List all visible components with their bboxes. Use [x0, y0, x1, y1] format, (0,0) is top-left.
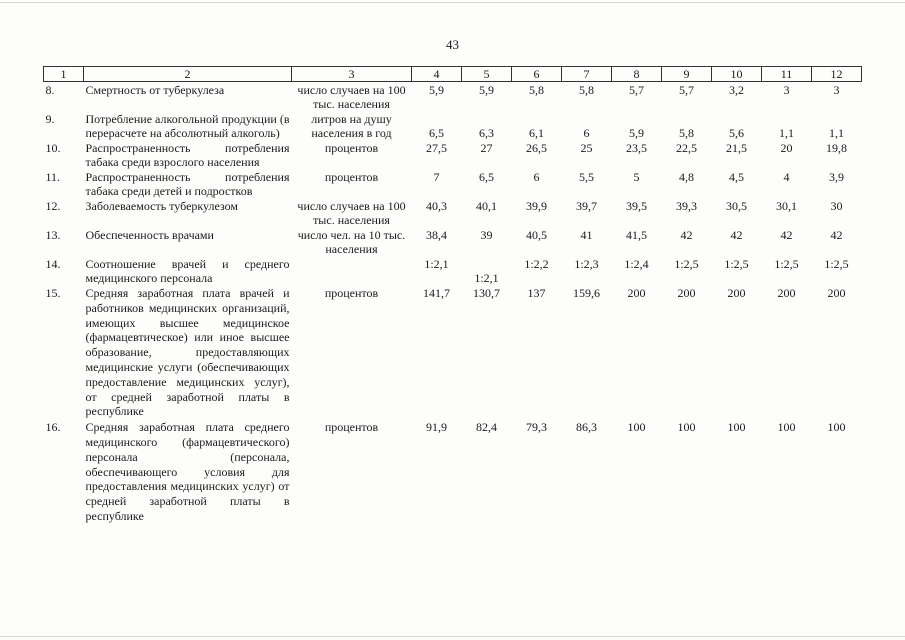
- scan-edge-top: [0, 2, 905, 3]
- value-cell: 3: [783, 83, 790, 97]
- value-cell: 130,7: [473, 286, 500, 300]
- unit-cell: число случаев на 100 тыс. населения: [297, 83, 406, 111]
- value-cell: 20: [780, 141, 793, 155]
- header-cell: 9: [662, 67, 712, 82]
- value-cell: 82,4: [476, 420, 497, 435]
- value-cell: 200: [677, 286, 696, 300]
- table-row: [44, 227, 862, 256]
- value-cell: 5: [633, 170, 640, 184]
- value-cell: 86,3: [576, 420, 597, 435]
- value-cell: 39: [480, 228, 493, 242]
- page-number: 43: [446, 37, 459, 52]
- value-cell: 100: [827, 420, 846, 435]
- unit-cell: процентов: [324, 286, 379, 300]
- row-number: 14.: [45, 257, 61, 271]
- value-cell: 1:2,5: [824, 257, 849, 271]
- value-cell: 5,9: [629, 126, 644, 140]
- row-number: 15.: [45, 286, 61, 300]
- table-header-row: [44, 67, 862, 82]
- value-cell: 200: [627, 286, 646, 300]
- value-cell: 38,4: [426, 228, 447, 242]
- value-cell: 6,5: [479, 170, 494, 184]
- indicator-name: Смертность от туберкулеза: [85, 83, 225, 97]
- row-number: 16.: [45, 420, 61, 435]
- value-cell: 4,8: [679, 170, 694, 184]
- value-cell: 5,7: [629, 83, 644, 97]
- table-row: [44, 82, 862, 112]
- table-row: [44, 111, 862, 140]
- value-cell: 5,8: [529, 83, 544, 97]
- value-cell: 7: [433, 170, 440, 184]
- value-cell: 4: [783, 170, 790, 184]
- value-cell: 3,2: [729, 83, 744, 97]
- header-cell: 1: [44, 67, 84, 82]
- value-cell: 27: [480, 141, 493, 155]
- value-cell: [462, 256, 512, 285]
- value-cell: 5,9: [429, 83, 444, 97]
- header-cell: 2: [84, 67, 292, 82]
- header-cell: 4: [412, 67, 462, 82]
- table-row: [44, 419, 862, 524]
- row-number: 8.: [45, 83, 55, 97]
- value-cell: 39,5: [626, 199, 647, 213]
- value-cell: 40,5: [526, 228, 547, 242]
- unit-cell: процентов: [324, 170, 379, 184]
- value-cell: 41: [580, 228, 593, 242]
- value-cell: 5,8: [579, 83, 594, 97]
- header-cell: 12: [812, 67, 862, 82]
- table-row: [44, 198, 862, 227]
- value-cell: 141,7: [423, 286, 450, 300]
- value-cell: 4,5: [729, 170, 744, 184]
- header-cell: 5: [462, 67, 512, 82]
- value-cell: 30,1: [776, 199, 797, 213]
- row-number: 11.: [45, 170, 61, 184]
- value-cell: 1:2,1: [424, 257, 449, 271]
- value-cell: 26,5: [526, 141, 547, 155]
- indicator-name: Соотношение врачей и среднего медицинского персонала: [85, 257, 290, 285]
- indicators-table: [43, 66, 862, 524]
- unit-cell: число чел. на 10 тыс. населения: [297, 228, 406, 256]
- value-cell: 6,1: [529, 126, 544, 140]
- value-cell: 5,7: [679, 83, 694, 97]
- value-cell: 39,9: [526, 199, 547, 213]
- unit-cell: число случаев на 100 тыс. населения: [297, 199, 406, 227]
- value-cell: 6,3: [479, 126, 494, 140]
- value-cell: 1:2,3: [574, 257, 599, 271]
- value-cell: 1,1: [829, 126, 844, 140]
- value-cell: 30: [830, 199, 843, 213]
- row-number: 9.: [45, 112, 55, 126]
- value-cell: 1:2,2: [524, 257, 549, 271]
- indicator-name: Потребление алкогольной продукции (в перерасчете на абсолютный алкоголь): [85, 112, 290, 140]
- value-cell: 200: [827, 286, 846, 300]
- value-cell: 42: [680, 228, 693, 242]
- value-cell: 1:2,5: [774, 257, 799, 271]
- unit-cell: литров на душу населения в год: [311, 112, 392, 140]
- value-cell: 5,8: [679, 126, 694, 140]
- value-cell: 1:2,5: [674, 257, 699, 271]
- value-cell: 39,3: [676, 199, 697, 213]
- value-cell: 137: [527, 286, 546, 300]
- table-row: [44, 285, 862, 419]
- unit-cell: процентов: [324, 141, 379, 155]
- value-cell: 3: [833, 83, 840, 97]
- indicator-name: Средняя заработная плата врачей и работников медицинских организаций, имеющих высшее медицинское (фармацевтическое) или иное высшее образование, предоставляющих медицинские услуги (обеспечивающих предоставление медицинских услуг), от средней заработной платы в республике: [85, 286, 290, 419]
- row-number: 13.: [45, 228, 61, 242]
- value-cell: 6,5: [429, 126, 444, 140]
- indicator-name: Заболеваемость туберкулезом: [85, 199, 239, 213]
- value-cell: 100: [777, 420, 796, 435]
- indicator-name: Распространенность потребления табака среди взрослого населения: [85, 141, 290, 169]
- value-cell: 21,5: [726, 141, 747, 155]
- row-number: 12.: [45, 199, 61, 213]
- value-cell: 22,5: [676, 141, 697, 155]
- header-cell: 7: [562, 67, 612, 82]
- value-cell: 42: [780, 228, 793, 242]
- value-cell: 100: [727, 420, 746, 435]
- value-cell: 1,1: [779, 126, 794, 140]
- value-cell: 100: [677, 420, 696, 435]
- indicator-name: Средняя заработная плата среднего медицинского (фармацевтического) персонала (персонала, обеспечивающего условия для предоставления медицинских услуг) от средней заработной платы в республике: [85, 420, 290, 523]
- value-cell: 3,9: [829, 170, 844, 184]
- value-cell: 91,9: [426, 420, 447, 435]
- value-cell: 5,9: [479, 83, 494, 97]
- value-cell: 1:2,5: [724, 257, 749, 271]
- row-number: 10.: [45, 141, 61, 155]
- unit-cell: [292, 256, 412, 285]
- value-cell: 40,3: [426, 199, 447, 213]
- table-row: [44, 169, 862, 198]
- table-row: [44, 256, 862, 285]
- value-cell: 30,5: [726, 199, 747, 213]
- value-cell: 23,5: [626, 141, 647, 155]
- header-cell: 6: [512, 67, 562, 82]
- value-cell: 5,5: [579, 170, 594, 184]
- indicator-name: Распространенность потребления табака среди детей и подростков: [85, 170, 290, 198]
- value-cell: 25: [580, 141, 593, 155]
- value-cell: 79,3: [526, 420, 547, 435]
- value-cell: 42: [730, 228, 743, 242]
- value-cell: 159,6: [573, 286, 600, 300]
- value-text: 1:2,1: [474, 271, 499, 285]
- unit-cell: процентов: [324, 420, 379, 435]
- value-cell: 6: [583, 126, 590, 140]
- value-cell: 200: [727, 286, 746, 300]
- value-cell: 100: [627, 420, 646, 435]
- header-cell: 3: [292, 67, 412, 82]
- header-cell: 8: [612, 67, 662, 82]
- indicator-name: Обеспеченность врачами: [85, 228, 214, 242]
- value-cell: 19,8: [826, 141, 847, 155]
- value-cell: 1:2,4: [624, 257, 649, 271]
- value-cell: 27,5: [426, 141, 447, 155]
- value-cell: 5,6: [729, 126, 744, 140]
- value-cell: 41,5: [626, 228, 647, 242]
- header-cell: 11: [762, 67, 812, 82]
- value-cell: 39,7: [576, 199, 597, 213]
- scan-edge-bottom: [0, 636, 905, 637]
- value-cell: 40,1: [476, 199, 497, 213]
- header-cell: 10: [712, 67, 762, 82]
- value-cell: 6: [533, 170, 540, 184]
- value-cell: 200: [777, 286, 796, 300]
- value-cell: 42: [830, 228, 843, 242]
- table-row: [44, 140, 862, 169]
